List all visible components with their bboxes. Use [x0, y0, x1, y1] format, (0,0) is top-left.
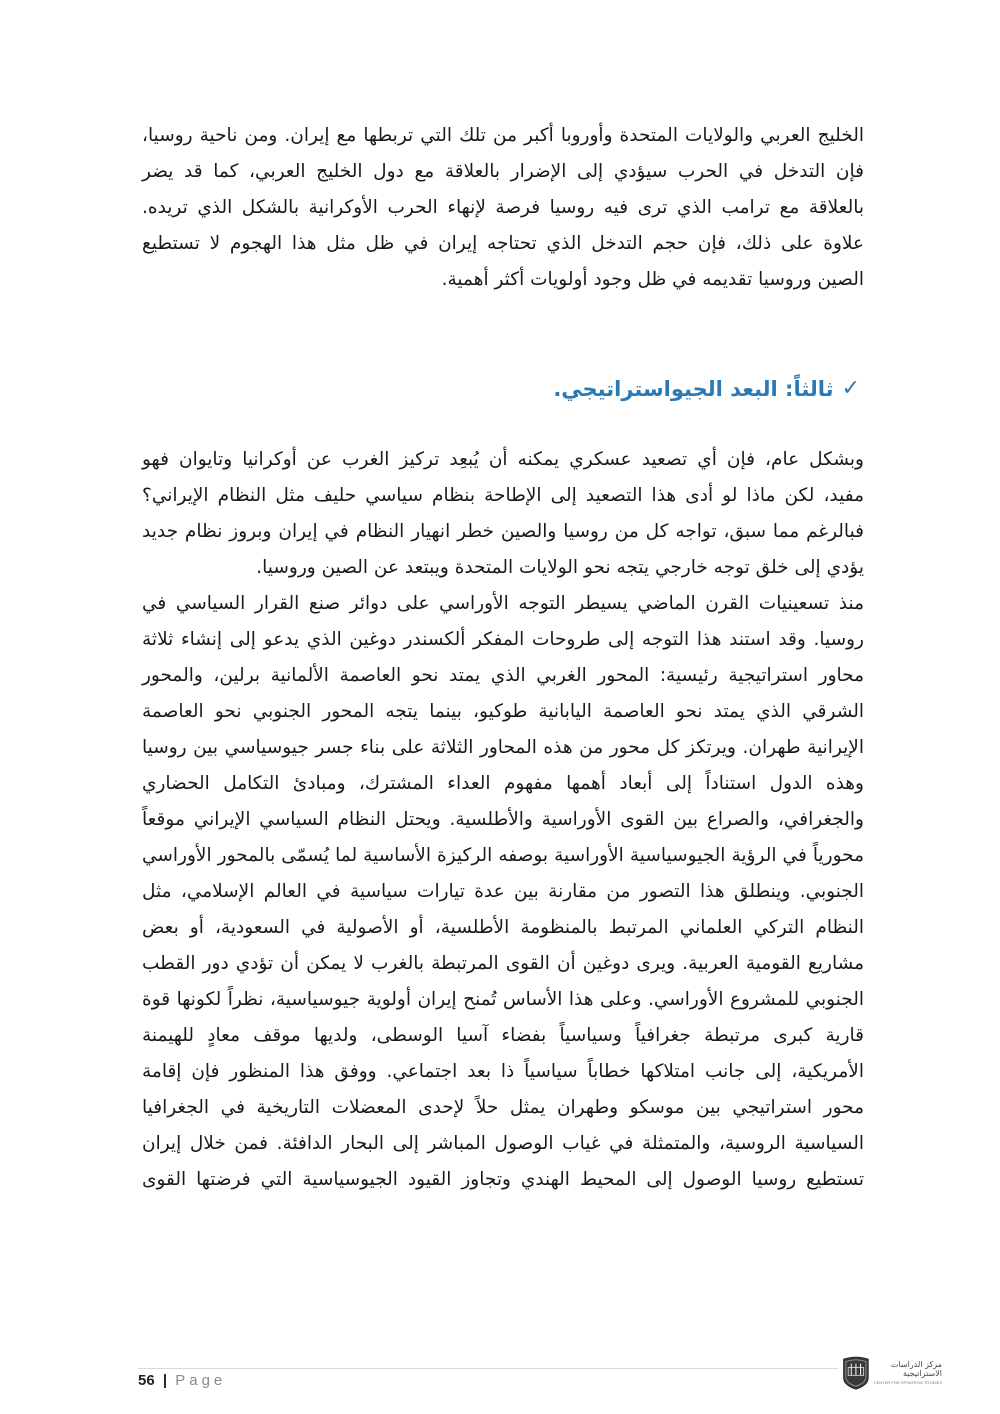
paragraph-1 [142, 118, 864, 298]
text-line: يؤدي إلى خلق توجه خارجي يتجه نحو الولايات المتحدة ويبتعد عن الصين وروسيا. [256, 557, 864, 578]
text-line: الأمريكية، إلى جانب امتلاكها خطاباً سياسياً ذا بعد اجتماعي. ووفق هذا المنظور فإن إقامة [142, 1061, 864, 1082]
text-line: مفيد، لكن ماذا لو أدى هذا التصعيد إلى الإطاحة بنظام سياسي حليف مثل النظام الإيراني؟ [142, 485, 864, 506]
page-number [138, 1372, 226, 1389]
text-line: منذ تسعينيات القرن الماضي يسيطر التوجه الأوراسي على دوائر صنع القرار السياسي في [142, 593, 864, 614]
text-line: محورياً في الرؤية الجيوسياسية الأوراسية بوصفه الركيزة الأساسية لما يُسمّى بالمحور الأوراسي [142, 845, 864, 866]
text-line: بالعلاقة مع ترامب الذي ترى فيه روسيا فرصة لإنهاء الحرب الأوكرانية بالشكل الذي تريده. [142, 197, 864, 218]
footer-divider [138, 1368, 838, 1369]
text-line: علاوة على ذلك، فإن حجم التدخل الذي تحتاجه إيران في ظل مثل هذا الهجوم لا تستطيع [142, 233, 864, 254]
paragraph-2 [142, 442, 864, 1198]
text-line: قارية كبرى مرتبطة جغرافياً وسياسياً بفضاء آسيا الوسطى، ولديها موقف معادٍ للهيمنة [142, 1025, 864, 1046]
text-line: الجنوبي. وينطلق هذا التصور من مقارنة بين عدة تيارات سياسية في العالم الإسلامي، مثل [142, 881, 864, 902]
text-line: روسيا. وقد استند هذا التوجه إلى طروحات المفكر ألكسندر دوغين الذي يدعو إلى إنشاء ثلاثة [142, 629, 864, 650]
text-line: السياسية الروسية، والمتمثلة في غياب الوصول المباشر إلى البحار الدافئة. فمن خلال إيران [142, 1133, 864, 1154]
text-line: وبشكل عام، فإن أي تصعيد عسكري يمكنه أن يُبعِد تركيز الغرب عن أوكرانيا وتايوان فهو [142, 449, 864, 470]
text-line: مشاريع القومية العربية. ويرى دوغين أن القوى المرتبطة بالغرب لا يمكن أن تؤدي دور القطب [142, 953, 864, 974]
page-number-value: 56 [138, 1372, 155, 1389]
text-line: فبالرغم مما سبق، تواجه كل من روسيا والصين خطر انهيار النظام في إيران وبروز نظام جديد [142, 521, 864, 542]
logo-text [874, 1360, 942, 1387]
text-line: الجنوبي للمشروع الأوراسي. وعلى هذا الأساس تُمنح إيران أولوية جيوسياسية، نظراً لكونها قوة [142, 989, 864, 1010]
shield-logo-icon [842, 1351, 870, 1395]
text-line: الإيرانية طهران. ويرتكز كل محور من هذه المحاور الثلاثة على بناء جسر جيوسياسي بين روسيا [142, 737, 864, 758]
text-line: محاور استراتيجية رئيسية: المحور الغربي الذي يمتد نحو العاصمة الألمانية برلين، والمحور [142, 665, 864, 686]
center-logo [842, 1348, 942, 1398]
logo-name-line2: الاستراتيجية [902, 1368, 942, 1378]
text-line: وهذه الدول استناداً إلى أبعاد أهمها مفهوم العداء المشترك، ومبادئ التكامل الحضاري [142, 773, 864, 794]
text-line: تستطيع روسيا الوصول إلى المحيط الهندي وتجاوز القيود الجيوسياسية التي فرضتها القوى [142, 1169, 864, 1190]
section-heading-text: ثالثاً: البعد الجيواستراتيجي. [553, 376, 834, 401]
page-label: Page [175, 1372, 227, 1389]
check-icon: ✓ [841, 376, 860, 401]
logo-name-line1: مركز الدراسات [890, 1359, 942, 1369]
logo-name-en: CENTER FOR STRATEGIC STUDIES [873, 1379, 942, 1385]
text-line: فإن التدخل في الحرب سيؤدي إلى الإضرار بالعلاقة مع دول الخليج العربي، كما قد يضر [142, 161, 864, 182]
text-line: والجغرافي، والصراع بين القوى الأوراسية والأطلسية. ويحتل النظام السياسي الإيراني موقعاً [142, 809, 864, 830]
text-line: الشرقي الذي يمتد نحو العاصمة اليابانية طوكيو، بينما يتجه المحور الجنوبي نحو العاصمة [142, 701, 864, 722]
page-separator: | [162, 1372, 168, 1389]
text-line: الخليج العربي والولايات المتحدة وأوروبا أكبر من تلك التي تربطها مع إيران. ومن ناحية روسيا، [142, 125, 864, 146]
text-line: النظام التركي العلماني المرتبط بالمنظومة الأطلسية، أو الأصولية في السعودية، أو بعض [142, 917, 864, 938]
section-heading [553, 376, 860, 401]
text-line: محور استراتيجي بين موسكو وطهران يمثل حلاً لإحدى المعضلات التاريخية في الجغرافيا [142, 1097, 864, 1118]
text-line: الصين وروسيا تقديمه في ظل وجود أولويات أكثر أهمية. [441, 269, 864, 290]
